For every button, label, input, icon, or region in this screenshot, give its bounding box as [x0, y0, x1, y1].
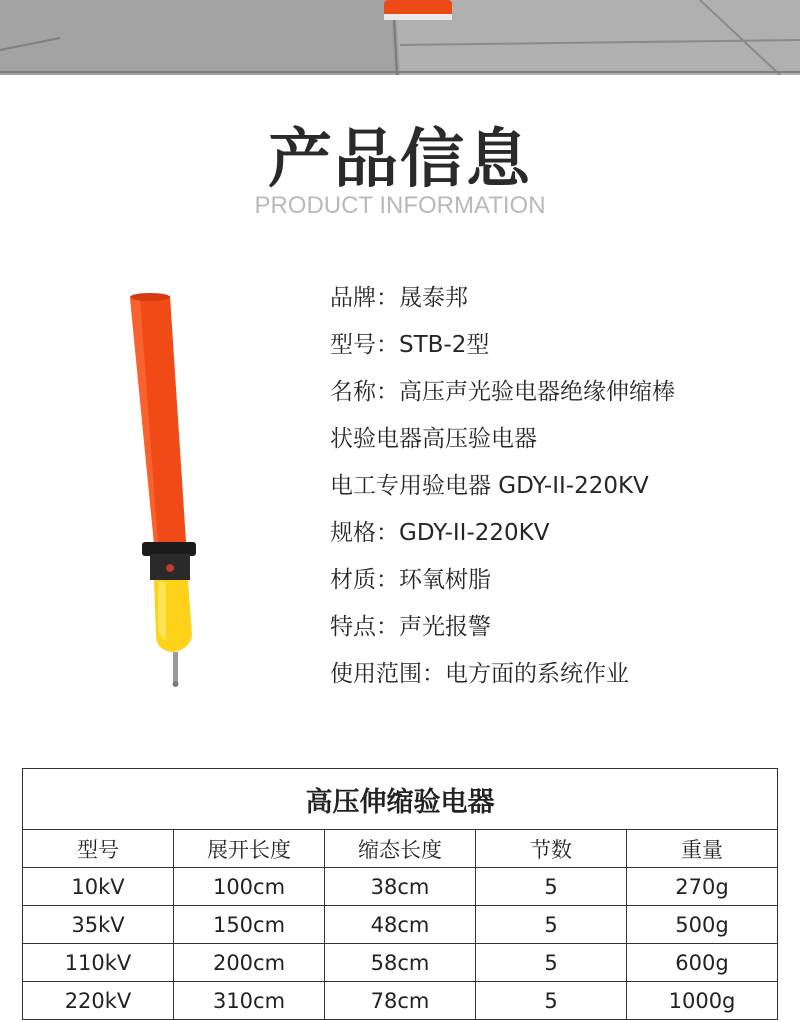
- column-header: 重量: [627, 830, 778, 868]
- table-row: [23, 944, 778, 982]
- table-cell: 110kV: [23, 944, 174, 982]
- table-cell: 310cm: [174, 982, 325, 1020]
- table-cell: 500g: [627, 906, 778, 944]
- table-caption-row: [23, 769, 778, 830]
- table-cell: 48cm: [325, 906, 476, 944]
- table-cell: 78cm: [325, 982, 476, 1020]
- table-cell: 100cm: [174, 868, 325, 906]
- spec-table: [22, 768, 778, 1020]
- pavement-illustration: [0, 0, 800, 75]
- info-brand: 品牌：晟泰邦: [330, 285, 468, 311]
- table-cell: 1000g: [627, 982, 778, 1020]
- table-header-row: [23, 830, 778, 868]
- table-row: [23, 868, 778, 906]
- table-cell: 5: [476, 982, 627, 1020]
- info-model: 型号：STB-2型: [330, 332, 490, 358]
- table-caption: 高压伸缩验电器: [23, 769, 778, 830]
- voltage-detector-image: [120, 290, 220, 690]
- product-info-list: [330, 278, 790, 701]
- voltage-detector-illustration: [120, 290, 220, 690]
- table-cell: 38cm: [325, 868, 476, 906]
- table-cell: 600g: [627, 944, 778, 982]
- column-header: 节数: [476, 830, 627, 868]
- page-subtitle: PRODUCT INFORMATION: [254, 192, 546, 219]
- table-cell: 270g: [627, 868, 778, 906]
- table-cell: 220kV: [23, 982, 174, 1020]
- table-cell: 200cm: [174, 944, 325, 982]
- info-material: 材质：环氧树脂: [330, 567, 491, 593]
- info-name-continued: 电工专用验电器 GDY-II-220KV: [330, 473, 649, 499]
- page-title: 产品信息: [268, 123, 532, 197]
- table-cell: 5: [476, 944, 627, 982]
- column-header: 型号: [23, 830, 174, 868]
- info-scope: 使用范围：电方面的系统作业: [330, 661, 629, 687]
- info-feature: 特点：声光报警: [330, 614, 491, 640]
- table-cell: 58cm: [325, 944, 476, 982]
- column-header: 缩态长度: [325, 830, 476, 868]
- table-cell: 5: [476, 906, 627, 944]
- table-row: [23, 982, 778, 1020]
- table-row: [23, 906, 778, 944]
- product-photo-strip: [0, 0, 800, 75]
- table-cell: 35kV: [23, 906, 174, 944]
- column-header: 展开长度: [174, 830, 325, 868]
- table-cell: 10kV: [23, 868, 174, 906]
- table-cell: 5: [476, 868, 627, 906]
- info-name-continued: 状验电器高压验电器: [330, 426, 537, 452]
- info-spec: 规格：GDY-II-220KV: [330, 520, 550, 546]
- table-cell: 150cm: [174, 906, 325, 944]
- info-name: 名称：高压声光验电器绝缘伸缩棒: [330, 379, 675, 405]
